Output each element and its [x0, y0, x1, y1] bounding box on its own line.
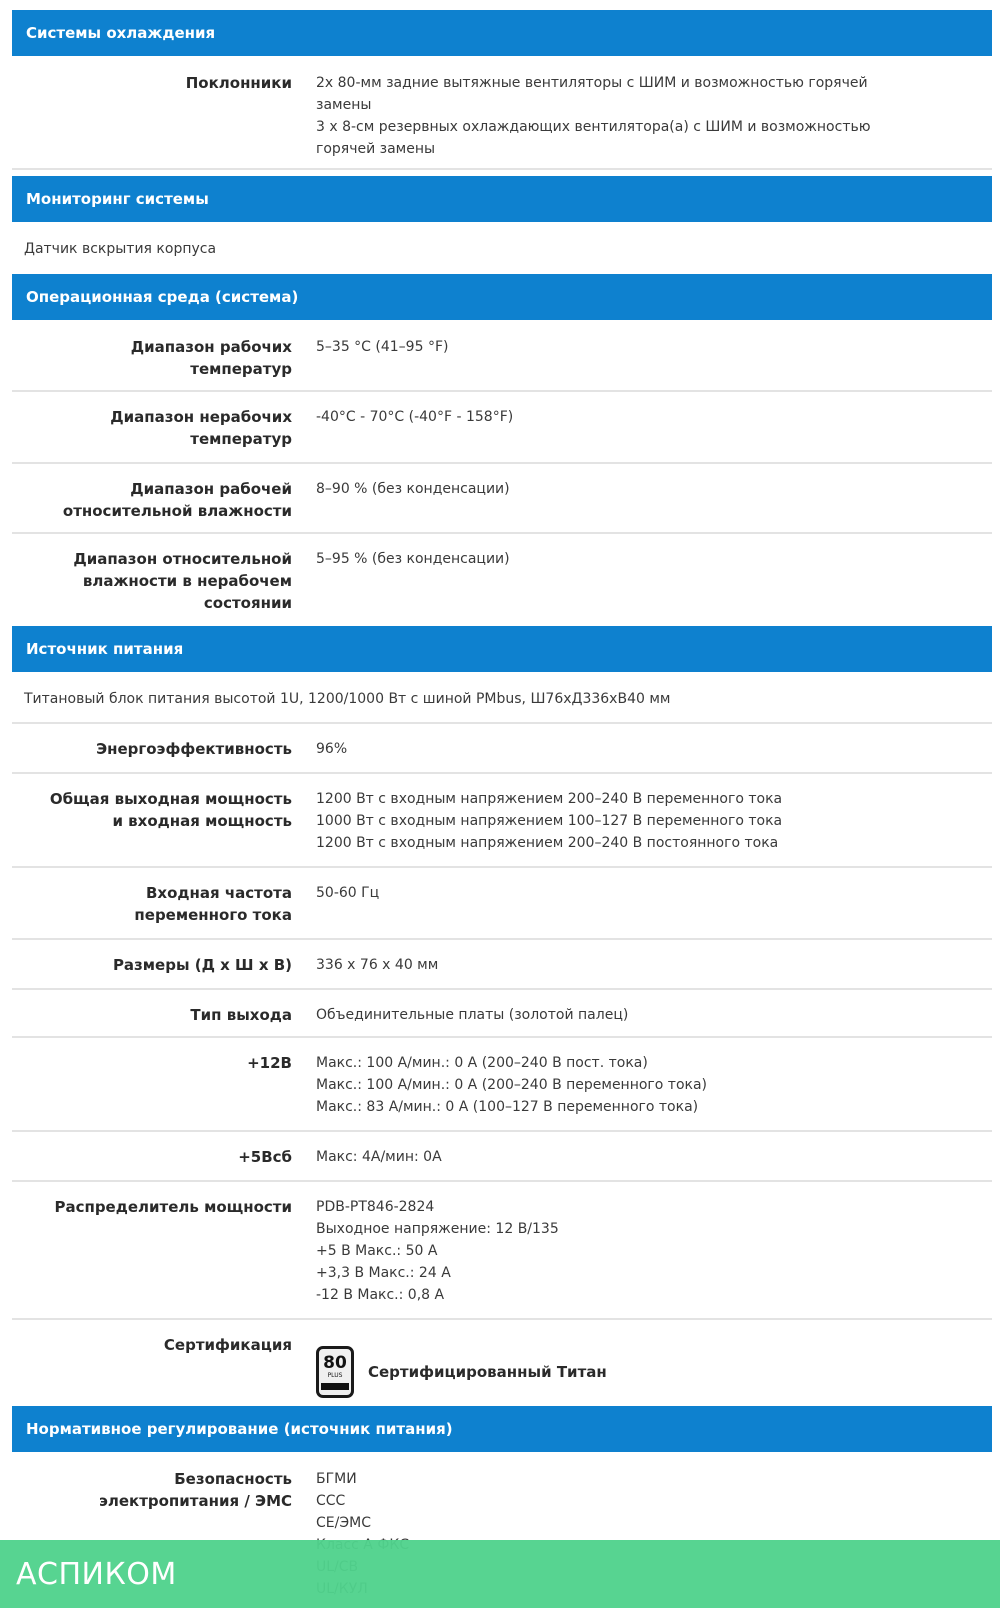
- spec-value: 50-60 Гц: [316, 885, 380, 901]
- spec-row-output-power: [12, 774, 992, 868]
- spec-value: 96%: [316, 741, 348, 757]
- spec-row-storage-humidity: [12, 534, 992, 626]
- spec-value: [316, 72, 871, 168]
- value-line: Макс.: 100 А/мин.: 0 А (200–240 В переменного тока): [316, 1077, 708, 1093]
- section-header-cooling: [12, 10, 992, 56]
- 80plus-badge-icon: [316, 1346, 354, 1398]
- value-line: 1200 Вт с входным напряжением 200–240 В переменного тока: [316, 791, 783, 807]
- section-title: Источник питания: [26, 640, 184, 658]
- spec-row-storage-temp: [12, 392, 992, 464]
- watermark-text: АСПИКОМ: [16, 1556, 177, 1592]
- spec-label: Поклонники: [185, 74, 292, 92]
- certification-text: Сертифицированный Титан: [368, 1363, 607, 1381]
- spec-value: 8–90 % (без конденсации): [316, 481, 510, 497]
- spec-value: 5–95 % (без конденсации): [316, 551, 510, 567]
- spec-value: [316, 788, 782, 866]
- spec-value: [316, 1334, 607, 1406]
- section-title: Системы охлаждения: [26, 24, 216, 42]
- spec-label: Диапазон относительной влажности в нерабочем состоянии: [73, 550, 292, 612]
- section-title: Мониторинг системы: [26, 190, 209, 208]
- badge-sub: PLUS: [327, 1372, 343, 1379]
- value-line: +5 В Макс.: 50 А: [316, 1243, 438, 1259]
- spec-row-plus12v: [12, 1038, 992, 1132]
- spec-value: [316, 1196, 559, 1318]
- value-line: +3,3 В Макс.: 24 А: [316, 1265, 451, 1281]
- spec-label: Размеры (Д x Ш x В): [112, 956, 292, 974]
- spec-value: Макс: 4А/мин: 0А: [316, 1149, 442, 1165]
- badge-number: 80: [323, 1353, 347, 1373]
- spec-label: Входная частота переменного тока: [134, 884, 292, 924]
- spec-row-fans: [12, 58, 992, 170]
- spec-value: 5–35 °C (41–95 °F): [316, 339, 449, 355]
- spec-row-certification: [12, 1320, 992, 1406]
- value-line: 1200 Вт с входным напряжением 200–240 В постоянного тока: [316, 835, 779, 851]
- badge-tier-bar: [321, 1383, 349, 1390]
- spec-row-plus5vsb: [12, 1132, 992, 1182]
- spec-row-dimensions: [12, 940, 992, 990]
- spec-label: Распределитель мощности: [54, 1198, 292, 1216]
- value-line: CE/ЭМС: [316, 1515, 371, 1531]
- spec-label: Безопасность электропитания / ЭМС: [98, 1470, 292, 1510]
- value-line: 1000 Вт с входным напряжением 100–127 В переменного тока: [316, 813, 783, 829]
- spec-value: 336 x 76 x 40 мм: [316, 957, 439, 973]
- spec-value: -40°C - 70°C (-40°F - 158°F): [316, 409, 514, 425]
- spec-row-output-type: [12, 990, 992, 1038]
- section-header-environment: [12, 274, 992, 320]
- spec-row-pdb: [12, 1182, 992, 1320]
- value-line: CCC: [316, 1493, 346, 1509]
- spec-value: [316, 1052, 707, 1130]
- value-line: горячей замены: [316, 141, 436, 157]
- watermark-banner: [0, 1540, 1000, 1608]
- value-line: Выходное напряжение: 12 В/135: [316, 1221, 559, 1237]
- value-line: 3 x 8-см резервных охлаждающих вентилятора(а) с ШИМ и возможностью: [316, 119, 871, 135]
- value-line: Макс.: 100 А/мин.: 0 А (200–240 В пост. тока): [316, 1055, 648, 1071]
- spec-label: Диапазон рабочей относительной влажности: [62, 480, 292, 520]
- spec-label: Тип выхода: [190, 1006, 292, 1024]
- spec-page: [12, 10, 992, 1614]
- value-line: PDB-PT846-2824: [316, 1199, 435, 1215]
- power-summary: Титановый блок питания высотой 1U, 1200/1000 Вт с шиной PMbus, Ш76хД336хВ40 мм: [12, 674, 992, 724]
- section-header-regulatory: [12, 1406, 992, 1452]
- spec-row-operating-temp: [12, 322, 992, 392]
- value-line: 2x 80-мм задние вытяжные вентиляторы с ШИМ и возможностью горячей: [316, 75, 868, 91]
- spec-value: Объединительные платы (золотой палец): [316, 1007, 629, 1023]
- monitoring-text: Датчик вскрытия корпуса: [24, 241, 217, 257]
- section-header-monitoring: [12, 176, 992, 222]
- spec-label: Сертификация: [163, 1336, 292, 1354]
- spec-row-operating-humidity: [12, 464, 992, 534]
- spec-row-input-frequency: [12, 868, 992, 940]
- spec-label: +12В: [247, 1054, 292, 1072]
- value-line: Макс.: 83 А/мин.: 0 А (100–127 В переменного тока): [316, 1099, 699, 1115]
- value-line: -12 В Макс.: 0,8 А: [316, 1287, 445, 1303]
- spec-row-efficiency: [12, 724, 992, 774]
- spec-label: Диапазон рабочих температур: [130, 338, 292, 378]
- section-header-power: [12, 626, 992, 672]
- spec-label: Энергоэффективность: [96, 740, 292, 758]
- section-title: Нормативное регулирование (источник питания): [26, 1420, 453, 1438]
- value-line: БГМИ: [316, 1471, 357, 1487]
- value-line: замены: [316, 97, 372, 113]
- spec-label: Общая выходная мощность и входная мощность: [49, 790, 292, 830]
- spec-label: +5Всб: [238, 1148, 292, 1166]
- section-title: Операционная среда (система): [26, 288, 299, 306]
- spec-label: Диапазон нерабочих температур: [110, 408, 292, 448]
